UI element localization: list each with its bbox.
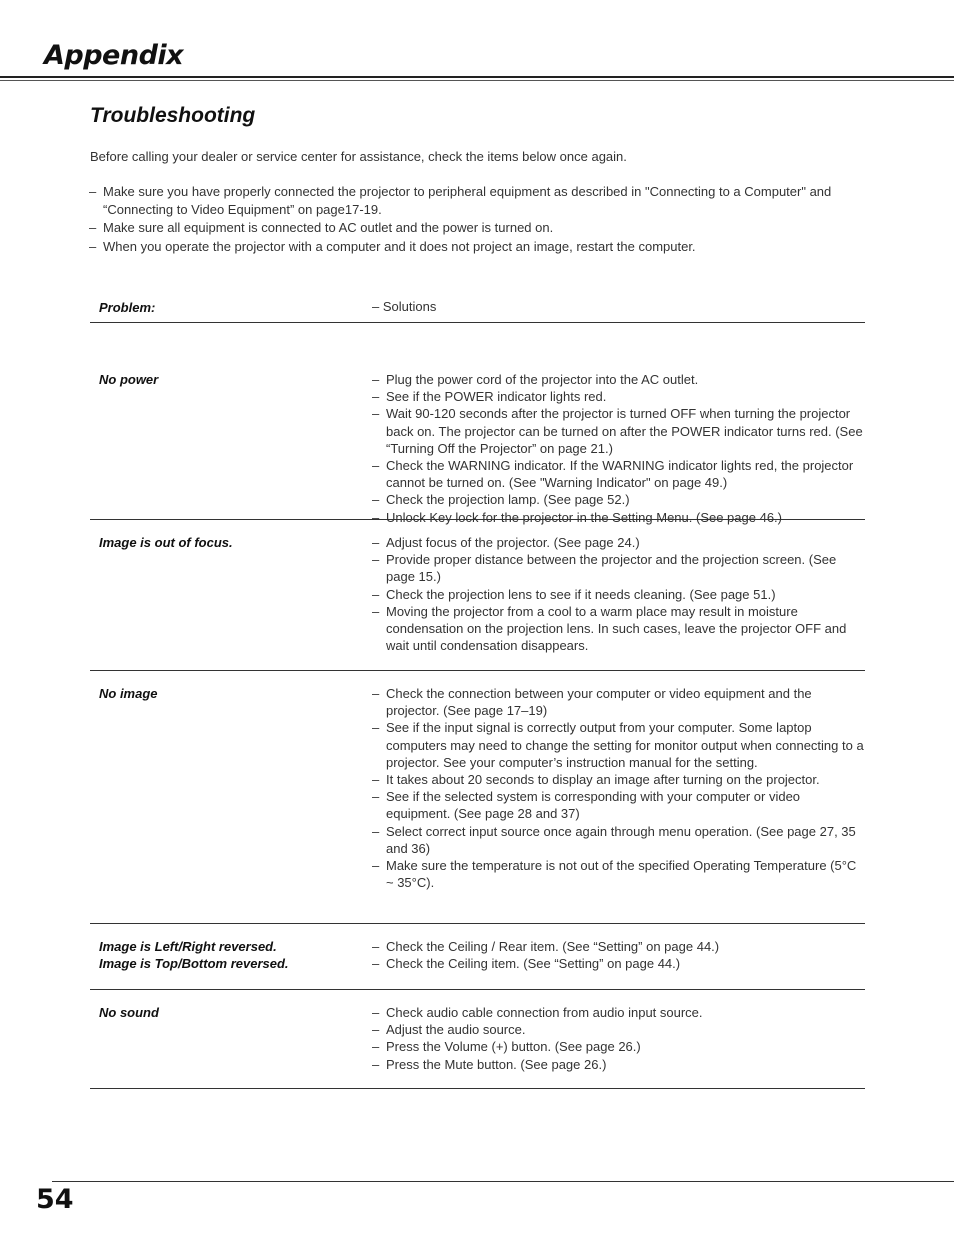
- table-row: [90, 520, 865, 671]
- solution-list: [372, 685, 865, 891]
- solution-item: – Moving the projector from a cool to a warm place may result in moisture condensation on the projection lens. In such cases, leave the projector OFF and wait until condensation disappears.: [372, 603, 865, 655]
- page-header-title: Appendix: [44, 40, 184, 71]
- solution-list: [372, 371, 865, 526]
- solution-item: – Adjust the audio source.: [372, 1021, 865, 1038]
- problem-label-line: Image is Top/Bottom reversed.: [99, 956, 289, 972]
- problem-label: Image is out of focus.: [99, 535, 233, 550]
- problem-label-line: Image is Left/Right reversed.: [99, 939, 277, 954]
- solution-item: – Check the Ceiling / Rear item. (See “Setting” on page 44.): [372, 938, 865, 955]
- intro-text: Before calling your dealer or service center for assistance, check the items below once again.: [90, 149, 627, 164]
- solution-item: – Provide proper distance between the projector and the projection screen. (See page 15.): [372, 551, 865, 585]
- problem-label: [99, 938, 289, 972]
- problem-column-header: Problem:: [99, 300, 156, 315]
- header-rule: [0, 76, 954, 78]
- solution-item: – Check the WARNING indicator. If the WARNING indicator lights red, the projector cannot be turned on. (See "Warning Indicator" on page 49.): [372, 457, 865, 491]
- header-rule-thin: [0, 80, 954, 81]
- solution-item: – Unlock Key lock for the projector in the Setting Menu. (See page 46.): [372, 509, 865, 526]
- check-item: – When you operate the projector with a computer and it does not project an image, restart the computer.: [89, 238, 879, 256]
- solution-list: [372, 938, 865, 972]
- solution-item: – Make sure the temperature is not out of the specified Operating Temperature (5°C ~ 35°C).: [372, 857, 865, 891]
- table-header-row: [90, 298, 865, 323]
- solution-item: – See if the selected system is corresponding with your computer or video equipment. (See page 28 and 37): [372, 788, 865, 822]
- solution-item: – Select correct input source once again through menu operation. (See page 27, 35 and 36): [372, 823, 865, 857]
- table-row: [90, 323, 865, 525]
- solution-item: – Press the Mute button. (See page 26.): [372, 1056, 865, 1073]
- check-item: – Make sure all equipment is connected to AC outlet and the power is turned on.: [89, 219, 879, 237]
- section-title: Troubleshooting: [90, 104, 256, 127]
- troubleshooting-table: [90, 298, 865, 1089]
- solution-item: – Check the connection between your computer or video equipment and the projector. (See page 17–19): [372, 685, 865, 719]
- table-row: [90, 924, 865, 990]
- solution-item: – Adjust focus of the projector. (See page 24.): [372, 534, 865, 551]
- check-item: – Make sure you have properly connected the projector to peripheral equipment as described in "Connecting to a Computer" and “Connecting to Video Equipment” on page17-19.: [89, 183, 879, 218]
- solution-item: – Check the Ceiling item. (See “Setting” on page 44.): [372, 955, 865, 972]
- solution-list: [372, 1004, 865, 1073]
- problem-label: No image: [99, 686, 158, 701]
- table-row: [90, 671, 865, 924]
- solution-item: – See if the input signal is correctly output from your computer. Some laptop computers may need to change the setting for monitor output when connecting to a projector. See your computer’s instruction manual for the setting.: [372, 719, 865, 771]
- problem-label: No power: [99, 372, 159, 387]
- solution-item: – Check the projection lamp. (See page 52.): [372, 491, 865, 508]
- solution-item: – Plug the power cord of the projector into the AC outlet.: [372, 371, 865, 388]
- solution-item: – Check the projection lens to see if it needs cleaning. (See page 51.): [372, 586, 865, 603]
- solution-list: [372, 534, 865, 654]
- solution-item: – It takes about 20 seconds to display an image after turning on the projector.: [372, 771, 865, 788]
- solution-item: – See if the POWER indicator lights red.: [372, 388, 865, 405]
- page-number: 54: [36, 1184, 74, 1215]
- solutions-column-header: – Solutions: [372, 299, 437, 314]
- solution-item: – Wait 90-120 seconds after the projector is turned OFF when turning the projector back on. The projector can be turned on after the POWER indicator turns red. (See “Turning Off the Projector” on page 21.): [372, 405, 865, 457]
- problem-label: No sound: [99, 1005, 159, 1020]
- footer-rule: [52, 1181, 954, 1182]
- table-row: [90, 990, 865, 1089]
- solution-item: – Press the Volume (+) button. (See page 26.): [372, 1038, 865, 1055]
- solution-item: – Check audio cable connection from audio input source.: [372, 1004, 865, 1021]
- check-list: [89, 183, 879, 256]
